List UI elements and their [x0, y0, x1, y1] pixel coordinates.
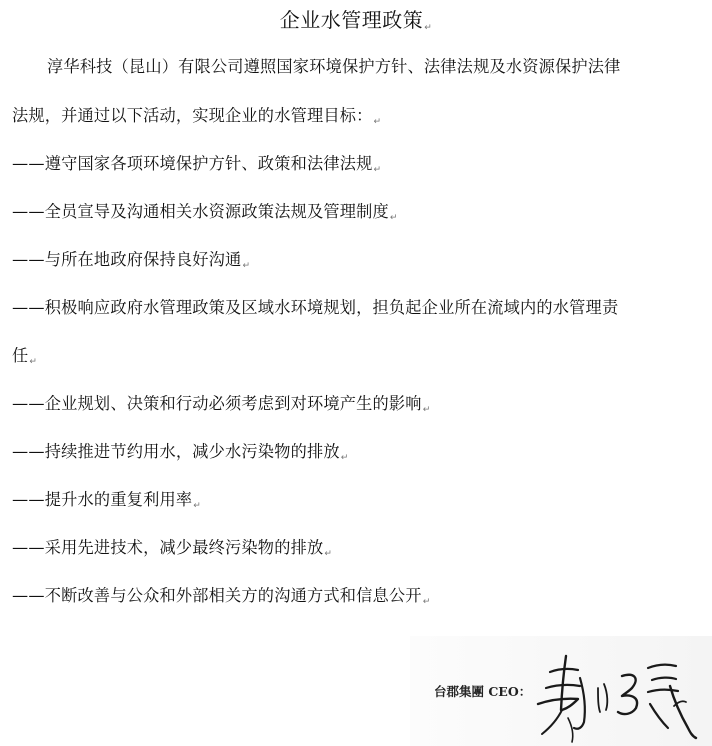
intro-line-2 [12, 104, 381, 134]
title-text: 企业水管理政策 [279, 8, 424, 32]
intro-line-1 [47, 55, 621, 79]
signature-label: 台郡集團 CEO： [434, 684, 532, 699]
policy-item-text: ——不断改善与公众和外部相关方的沟通方式和信息公开 [12, 586, 422, 605]
policy-item [12, 152, 381, 182]
policy-item-text: ——提升水的重复利用率 [12, 490, 193, 509]
paragraph-mark: ↵ [373, 117, 382, 127]
policy-item-text: ——企业规划、决策和行动必须考虑到对环境产生的影响 [12, 394, 422, 413]
handwritten-signature [528, 648, 698, 744]
paragraph-mark: ↵ [29, 357, 38, 367]
policy-item [12, 584, 430, 614]
paragraph-mark: ↵ [424, 23, 433, 33]
policy-item-text: ——与所在地政府保持良好沟通 [12, 250, 242, 269]
policy-item [12, 536, 332, 566]
policy-item [12, 296, 618, 320]
policy-item-text: ——全员宣导及沟通相关水资源政策法规及管理制度 [12, 202, 389, 221]
paragraph-mark: ↵ [340, 453, 349, 463]
document-title [0, 6, 712, 42]
policy-item-text: 任 [12, 346, 29, 365]
paragraph-mark: ↵ [422, 597, 431, 607]
intro-text-2: 法规，并通过以下活动，实现企业的水管理目标： [12, 106, 373, 125]
paragraph-mark: ↵ [242, 261, 251, 271]
policy-item-text: ——遵守国家各项环境保护方针、政策和法律法规 [12, 154, 373, 173]
policy-item [12, 488, 201, 518]
policy-item [12, 440, 349, 470]
policy-item-text: ——持续推进节约用水，减少水污染物的排放 [12, 442, 340, 461]
policy-item [12, 248, 250, 278]
paragraph-mark: ↵ [324, 549, 333, 559]
policy-item-text: ——积极响应政府水管理政策及区域水环境规划，担负起企业所在流域内的水管理责 [12, 298, 619, 317]
paragraph-mark: ↵ [373, 165, 382, 175]
policy-item-continuation [12, 344, 37, 374]
intro-text-1: 淳华科技（昆山）有限公司遵照国家环境保护方针、法律法规及水资源保护法律 [47, 57, 621, 76]
policy-item [12, 200, 398, 230]
policy-item [12, 392, 430, 422]
paragraph-mark: ↵ [389, 213, 398, 223]
paragraph-mark: ↵ [422, 405, 431, 415]
paragraph-mark: ↵ [193, 501, 202, 511]
policy-item-text: ——采用先进技术，减少最终污染物的排放 [12, 538, 324, 557]
